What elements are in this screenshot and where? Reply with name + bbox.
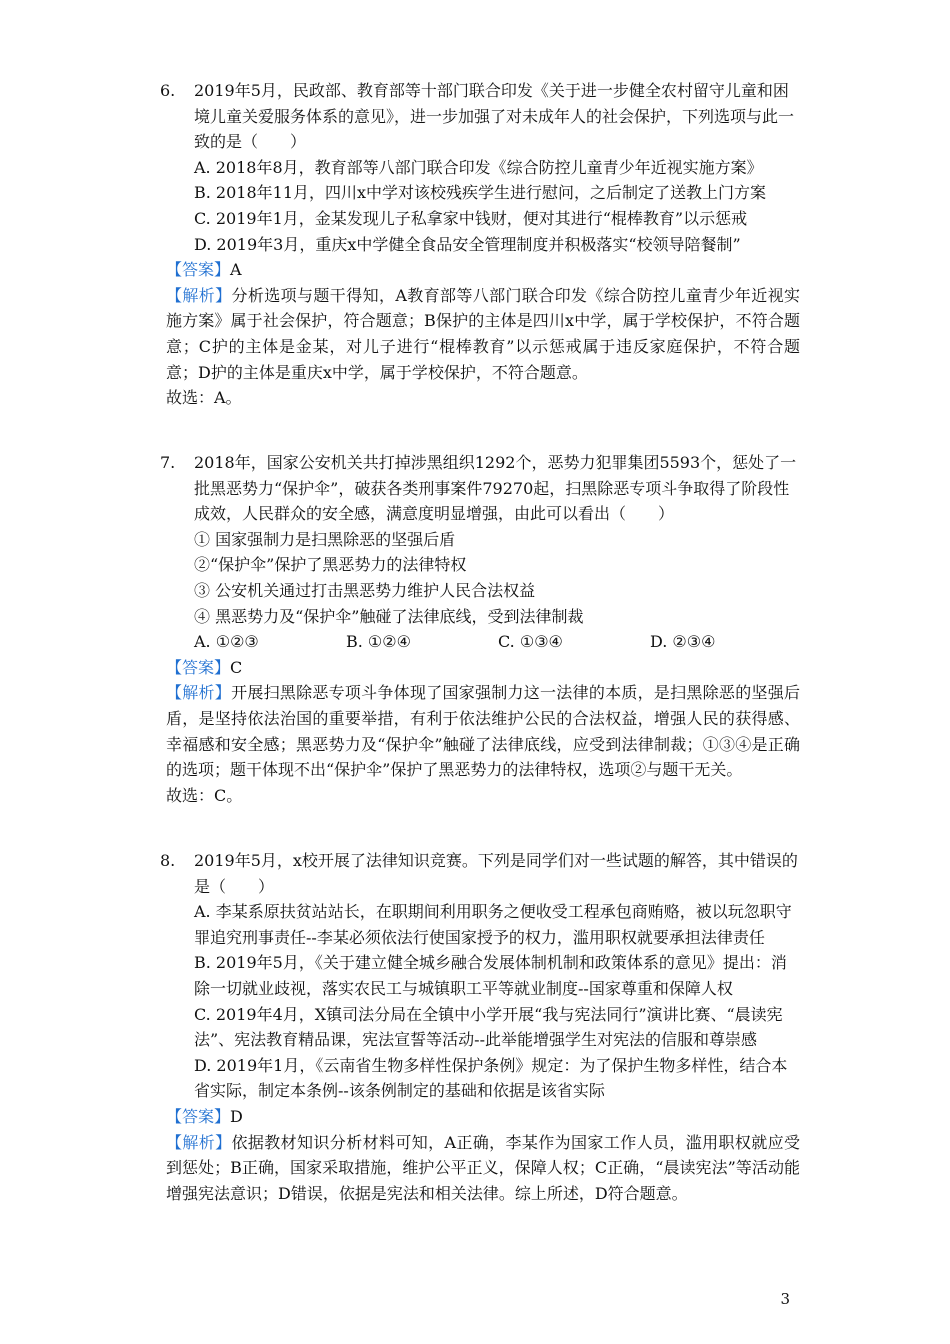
analysis-text: 分析选项与题干得知，A教育部等八部门联合印发《综合防控儿童青少年近视实施方案》属于社会保护，符合题意；B保护的主体是四川x中学，属于学校保护，不符合题意；C护的主体是金某，对儿子进行“棍棒教育”以示惩戒属于违反家庭保护，不符合题意；D护的主体是重庆x中学，属于学校保护，不符合题意。 bbox=[166, 285, 800, 382]
question-stem: 2019年5月，x校开展了法律知识竞赛。下列是同学们对一些试题的解答，其中错误的是（ ） bbox=[194, 851, 798, 896]
question-stem: 2018年，国家公安机关共打掉涉黑组织1292个，恶势力犯罪集团5593个，惩处了一批黑恶势力“保护伞”，破获各类刑事案件79270起，扫黑除恶专项斗争取得了阶段性成效，人民群众的安全感，满意度明显增强，由此可以看出（ ） bbox=[194, 453, 797, 524]
answer-value: A bbox=[230, 260, 242, 280]
choice-row bbox=[160, 629, 800, 655]
analysis-tag: 【解析】 bbox=[166, 683, 232, 703]
conclusion: 故选：C。 bbox=[166, 785, 243, 805]
analysis-text: 开展扫黑除恶专项斗争体现了国家强制力这一法律的本质，是扫黑除恶的坚强后盾，是坚持依法治国的重要举措，有利于依法维护公民的合法权益，增强人民的获得感、幸福感和安全感；黑恶势力及“保护伞”触碰了法律底线，应受到法律制裁；①③④是正确的选项；题干体现不出“保护伞”保护了黑恶势力的法律特权，选项②与题干无关。 bbox=[166, 683, 800, 780]
answer-value: C bbox=[230, 657, 243, 677]
option-b: B. 2018年11月，四川x中学对该校残疾学生进行慰问，之后制定了送教上门方案 bbox=[194, 183, 767, 203]
answer-tag: 【答案】 bbox=[166, 1106, 231, 1126]
question-number: 6. bbox=[160, 81, 176, 100]
statement-2: ②“保护伞”保护了黑恶势力的法律特权 bbox=[194, 555, 467, 575]
choice-a: A. ①②③ bbox=[194, 632, 259, 652]
question-number: 8. bbox=[160, 851, 176, 870]
page-number: 3 bbox=[780, 1290, 790, 1308]
option-b: B. 2019年5月，《关于建立健全城乡融合发展体制机制和政策体系的意见》提出：消除一切就业歧视，落实农民工与城镇职工平等就业制度--国家尊重和保障人权 bbox=[194, 953, 787, 998]
answer-value: D bbox=[230, 1106, 243, 1126]
question-number: 7. bbox=[160, 453, 176, 472]
question-7 bbox=[160, 450, 800, 808]
analysis-tag: 【解析】 bbox=[166, 285, 232, 305]
answer-line bbox=[160, 257, 800, 283]
statement-4: ④ 黑恶势力及“保护伞”触碰了法律底线，受到法律制裁 bbox=[194, 606, 584, 626]
answer-line bbox=[160, 655, 800, 681]
answer-tag: 【答案】 bbox=[166, 260, 231, 280]
option-d: D. 2019年1月，《云南省生物多样性保护条例》规定：为了保护生物多样性，结合本省实际，制定本条例--该条例制定的基础和依据是该省实际 bbox=[194, 1055, 788, 1101]
choice-d: D. ②③④ bbox=[650, 632, 716, 652]
question-stem-row bbox=[160, 450, 800, 527]
question-stem: 2019年5月，民政部、教育部等十部门联合印发《关于进一步健全农村留守儿童和困境儿童关爱服务体系的意见》，进一步加强了对未成年人的社会保护，下列选项与此一致的是（ ） bbox=[194, 81, 795, 152]
analysis-block bbox=[160, 1130, 800, 1207]
option-c: C. 2019年1月，金某发现儿子私拿家中钱财，便对其进行“棍棒教育”以示惩戒 bbox=[194, 208, 748, 228]
option-d: D. 2019年3月，重庆x中学健全食品安全管理制度并积极落实“校领导陪餐制” bbox=[194, 234, 741, 254]
analysis-text: 依据教材知识分析材料可知，A正确，李某作为国家工作人员，滥用职权就应受到惩处；B正确，国家采取措施，维护公平正义，保障人权；C正确，“晨读宪法”等活动能增强宪法意识；D错误，依据是宪法和相关法律。综上所述，D符合题意。 bbox=[166, 1132, 800, 1203]
question-6 bbox=[160, 78, 800, 411]
answer-tag: 【答案】 bbox=[166, 657, 231, 677]
conclusion: 故选：A。 bbox=[166, 388, 242, 408]
option-c: C. 2019年4月，X镇司法分局在全镇中小学开展“我与宪法同行”演讲比赛、“晨读宪法”、宪法教育精品课，宪法宣誓等活动--此举能增强学生对宪法的信服和尊崇感 bbox=[194, 1004, 783, 1050]
analysis-tag: 【解析】 bbox=[166, 1132, 232, 1152]
analysis-block bbox=[160, 680, 800, 782]
choice-b: B. ①②④ bbox=[346, 632, 411, 652]
question-stem-row bbox=[160, 78, 800, 155]
choice-c: C. ①③④ bbox=[498, 632, 563, 652]
analysis-block bbox=[160, 283, 800, 385]
statement-1: ① 国家强制力是扫黑除恶的坚强后盾 bbox=[194, 529, 456, 549]
question-stem-row bbox=[160, 848, 800, 899]
option-a: A. 李某系原扶贫站站长，在职期间利用职务之便收受工程承包商贿赂，被以玩忽职守罪追究刑事责任--李某必须依法行使国家授予的权力，滥用职权就要承担法律责任 bbox=[194, 902, 792, 947]
answer-line bbox=[160, 1104, 800, 1130]
statement-3: ③ 公安机关通过打击黑恶势力维护人民合法权益 bbox=[194, 580, 536, 600]
question-8 bbox=[160, 848, 800, 1206]
option-a: A. 2018年8月，教育部等八部门联合印发《综合防控儿童青少年近视实施方案》 bbox=[194, 157, 763, 177]
